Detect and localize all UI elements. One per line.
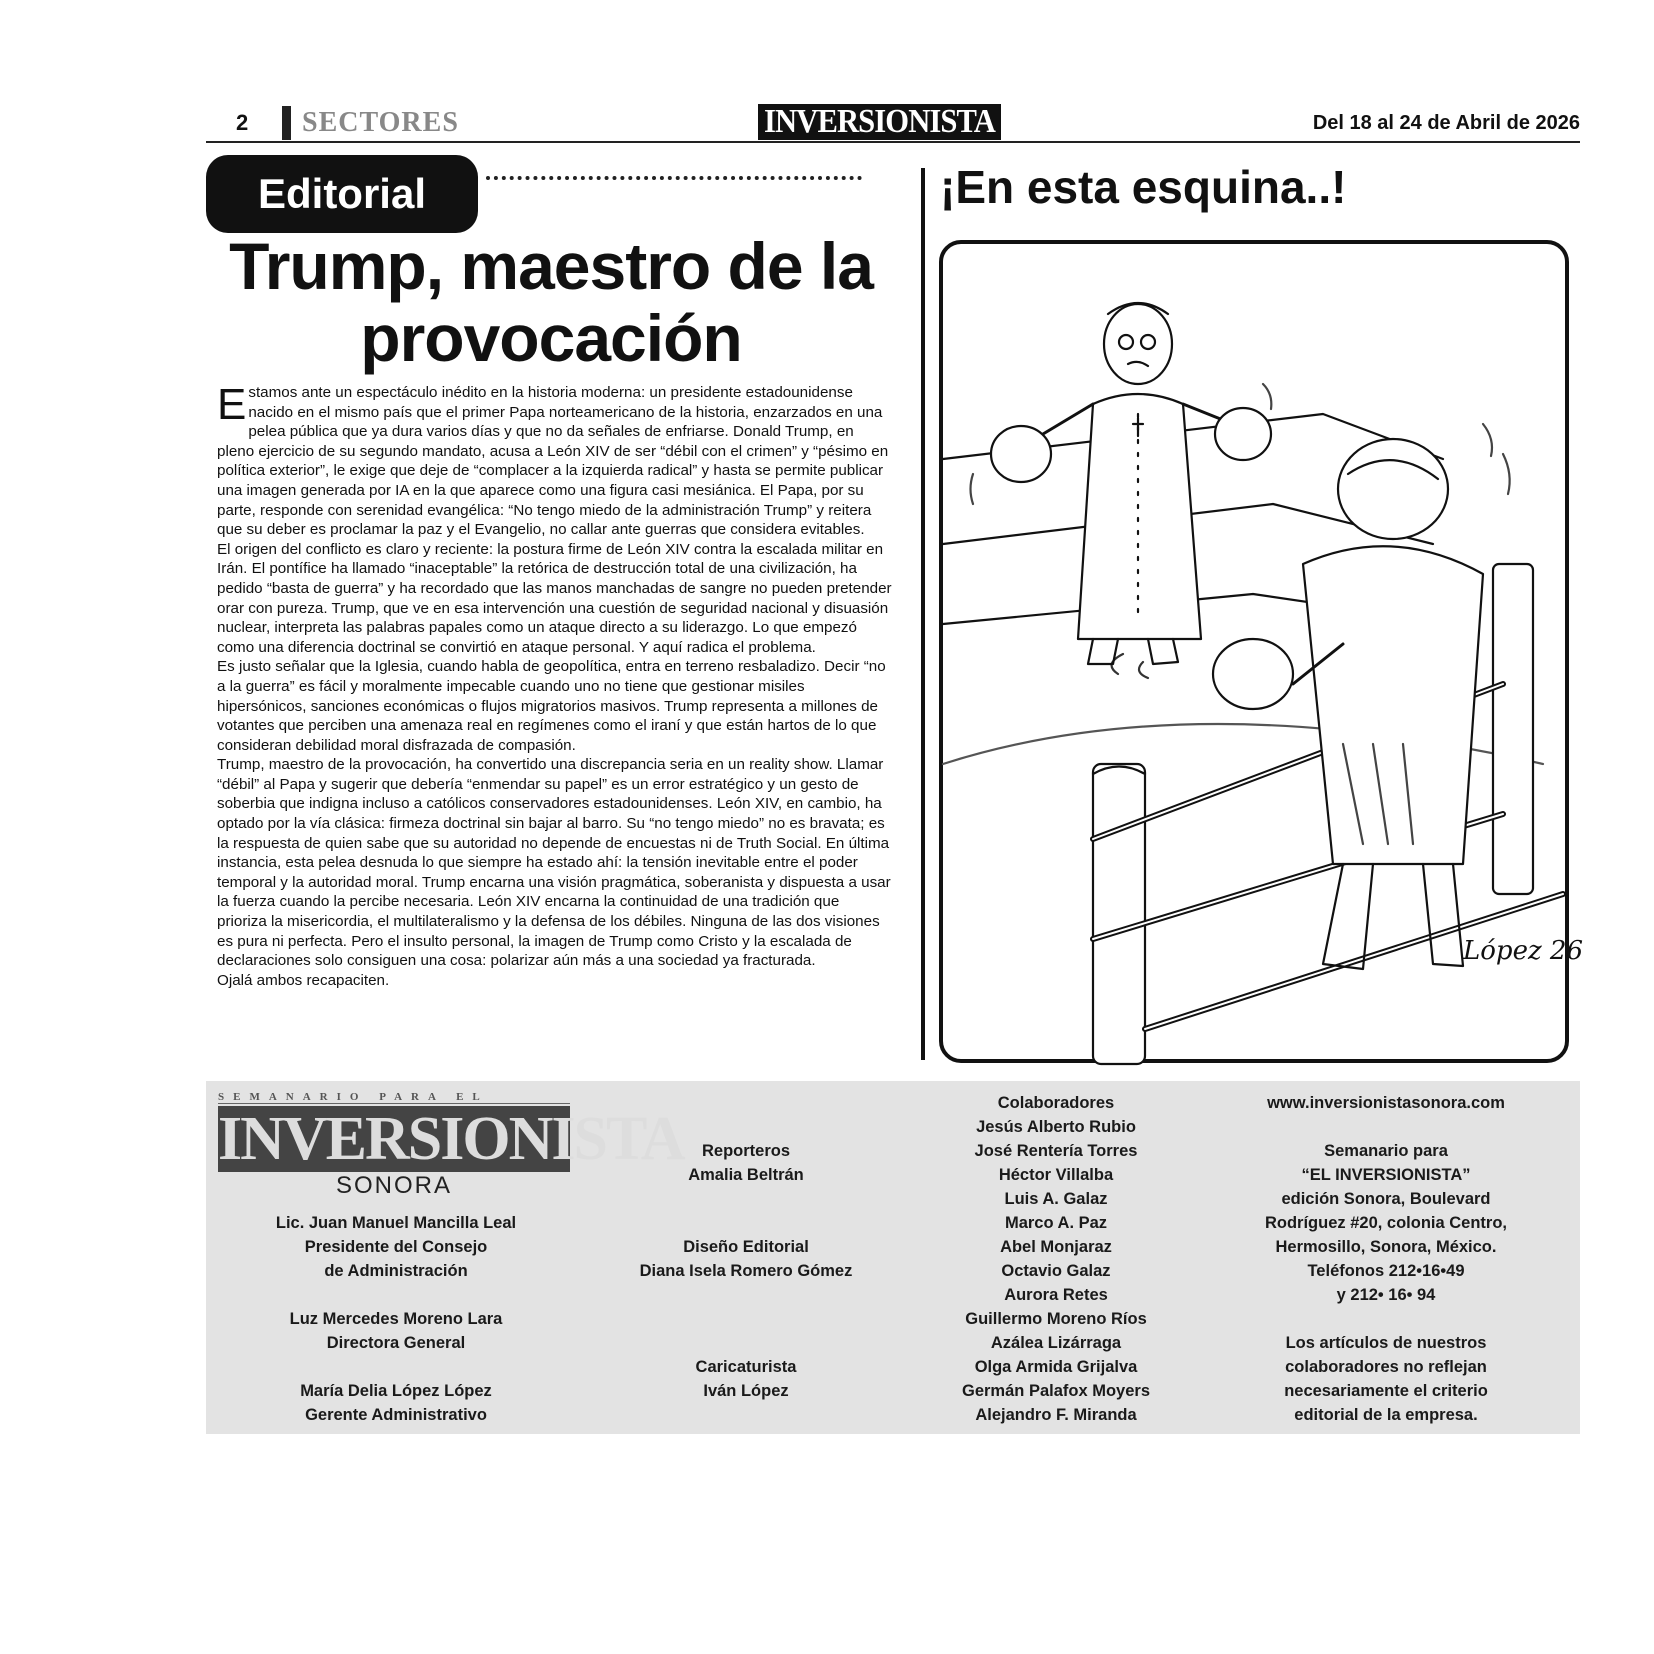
collaborator-name: Jesús Alberto Rubio: [976, 1118, 1136, 1136]
disclaimer-line: necesariamente el criterio: [1284, 1382, 1488, 1400]
section-name: SECTORES: [302, 107, 459, 138]
article-paragraph: El origen del conflicto es claro y reciente: la postura firme de León XIV contra la escalada militar en Irán. El pontífice ha llamado “inaceptable” la retórica de destrucción total de una civilización, ha pedido “basta de guerra” y ha recordado que las manos manchadas de sangre no pueden pretender orar con pureza. Trump, que ve en esa intervención una cuestión de seguridad nacional y disuasión nuclear, interpreta las palabras papales como un ataque directo a su liderazgo. Lo que empezó como una diferencia doctrinal se convirtió en ataque personal. Y aquí radica el problema.: [217, 540, 892, 656]
cartoonist-signature: López 26: [1463, 936, 1583, 966]
cartoon-illustration: [943, 244, 1583, 1059]
header-divider: [206, 141, 1580, 143]
headline-line-2: provocación: [360, 301, 742, 375]
logo-region: SONORA: [335, 1172, 452, 1199]
address-line: Rodríguez #20, colonia Centro,: [1264, 1214, 1508, 1232]
design-title: Diseño Editorial: [683, 1238, 809, 1256]
staff-role: Gerente Administrativo: [305, 1406, 487, 1424]
reporters-name: Amalia Beltrán: [688, 1166, 804, 1184]
disclaimer-line: colaboradores no reflejan: [1285, 1358, 1487, 1376]
collaborator-name: Octavio Galaz: [1001, 1262, 1111, 1280]
reporters-title: Reporteros: [701, 1142, 791, 1160]
section-marker: [282, 106, 291, 140]
cartoon-frame: [939, 240, 1583, 1063]
collaborator-name: Germán Palafox Moyers: [962, 1382, 1150, 1400]
page-number: 2: [236, 110, 249, 135]
collaborator-name: Guillermo Moreno Ríos: [965, 1310, 1147, 1328]
address-line: “EL INVERSIONISTA”: [1301, 1166, 1471, 1184]
collaborator-name: Azálea Lizárraga: [990, 1334, 1122, 1352]
staff-name: María Delia López López: [300, 1382, 492, 1400]
staff-role: de Administración: [324, 1262, 468, 1280]
address-line: Hermosillo, Sonora, México.: [1275, 1238, 1497, 1256]
article-body: [217, 380, 893, 990]
staff-name: Lic. Juan Manuel Mancilla Leal: [275, 1214, 517, 1232]
collaborator-name: Aurora Retes: [1004, 1286, 1108, 1304]
cartoonist-title: Caricaturista: [695, 1358, 797, 1376]
article-paragraph: Ojalá ambos recapaciten.: [217, 971, 390, 989]
disclaimer-line: Los artículos de nuestros: [1285, 1334, 1487, 1352]
article-paragraph: Es justo señalar que la Iglesia, cuando habla de geopolítica, entra en terreno resbaladizo. Decir “no a la guerra” es fácil y moralmente impecable cuando uno no tiene que gestionar misiles hipersónicos, sanciones económicas o flujos migratorios masivos. Trump representa a millones de votantes que perciben una amenaza real en regímenes como el iraní y que están hartos de lo que consideran debilidad moral disfrazada de compasión.: [217, 658, 886, 754]
production-column: [596, 1139, 896, 1403]
management-column: [226, 1211, 566, 1427]
staff-role: Presidente del Consejo: [304, 1238, 488, 1256]
collaborator-name: Marco A. Paz: [1004, 1214, 1108, 1232]
collaborator-name: Alejandro F. Miranda: [975, 1406, 1137, 1424]
article-headline: [206, 230, 896, 374]
cartoon-title: ¡En esta esquina..!: [940, 161, 1347, 213]
headline-line-1: Trump, maestro de la: [229, 229, 873, 303]
staff-name: Luz Mercedes Moreno Lara: [289, 1310, 503, 1328]
cartoonist-name: Iván López: [703, 1382, 789, 1400]
phone-line: y 212• 16• 94: [1336, 1286, 1436, 1304]
address-line: Semanario para: [1324, 1142, 1448, 1160]
design-name: Diana Isela Romero Gómez: [639, 1262, 853, 1280]
disclaimer-line: editorial de la empresa.: [1294, 1406, 1478, 1424]
collaborator-name: Héctor Villalba: [998, 1166, 1114, 1184]
drop-cap: E: [217, 380, 247, 429]
website-link[interactable]: www.inversionistasonora.com: [1267, 1094, 1505, 1112]
collaborator-name: Abel Monjaraz: [1000, 1238, 1112, 1256]
staff-credits-box: [206, 1081, 1580, 1434]
contact-column: [1236, 1091, 1536, 1427]
column-divider: [921, 168, 925, 1060]
issue-date: Del 18 al 24 de Abril de 2026: [1312, 112, 1580, 134]
masthead-logo: INVERSIONISTA: [758, 104, 1001, 140]
logo-name: INVERSIONISTA: [218, 1105, 684, 1173]
logo-strapline: SEMANARIO PARA EL: [218, 1091, 570, 1104]
collaborators-title: Colaboradores: [997, 1094, 1115, 1112]
collaborator-name: José Rentería Torres: [974, 1142, 1138, 1160]
publication-logo: [218, 1091, 684, 1200]
dotted-divider: [486, 176, 862, 180]
article-paragraph: Estamos ante un espectáculo inédito en la historia moderna: un presidente estadounidense nacido en el mismo país que el primer Papa norteamericano de la historia, enzarzados en una pelea pública que ya dura varios días y que no da señales de enfriarse. Donald Trump, en pleno ejercicio de su segundo mandato, acusa a León XIV de ser “débil con el crimen” y “pésimo en política exterior”, le exige que deje de “complacer a la izquierda radical” y hasta se permite publicar una imagen generada por IA en la que aparece como una figura casi mesiánica. El Papa, por su parte, responde con serenidad evangélica: “No tengo miedo de la administración Trump” y reitera que su deber es proclamar la paz y el Evangelio, no callar ante guerras que considera evitables.: [217, 380, 889, 539]
collaborator-name: Luis A. Galaz: [1004, 1190, 1108, 1208]
pope-figure: [971, 303, 1272, 664]
editorial-label: Editorial: [206, 155, 478, 233]
address-line: edición Sonora, Boulevard: [1281, 1190, 1491, 1208]
article-paragraph: Trump, maestro de la provocación, ha convertido una discrepancia seria en un reality show. Llamar “débil” al Papa y sugerir que debería “enmendar su papel” es un error estratégico y un gesto de soberbia que indigna incluso a católicos conservadores estadounidenses. León XIV, en cambio, ha optado por la vía clásica: firmeza doctrinal sin bajar al barro. Su “no tengo miedo” no es bravata; es la respuesta de quien sabe que su autoridad no depende de encuestas ni de Truth Social. En última instancia, esta pelea desnuda lo que siempre ha estado ahí: la tensión inevitable entre el poder temporal y la autoridad moral. Trump encarna una visión pragmática, soberanista y dispuesta a usar la fuerza cuando la percibe necesaria. León XIV encarna la continuidad de una tradición que prioriza la misericordia, el multilateralismo y la defensa de los débiles. Ninguna de las dos visiones es pura ni perfecta. Pero el insulto personal, la imagen de Trump como Cristo y la escalada de declaraciones solo consiguen una cosa: polarizar aún más a una sociedad ya fracturada.: [217, 756, 891, 970]
staff-role: Directora General: [326, 1334, 466, 1352]
phone-line: Teléfonos 212•16•49: [1307, 1262, 1465, 1280]
collaborators-column: [926, 1091, 1186, 1427]
collaborator-name: Olga Armida Grijalva: [974, 1358, 1138, 1376]
